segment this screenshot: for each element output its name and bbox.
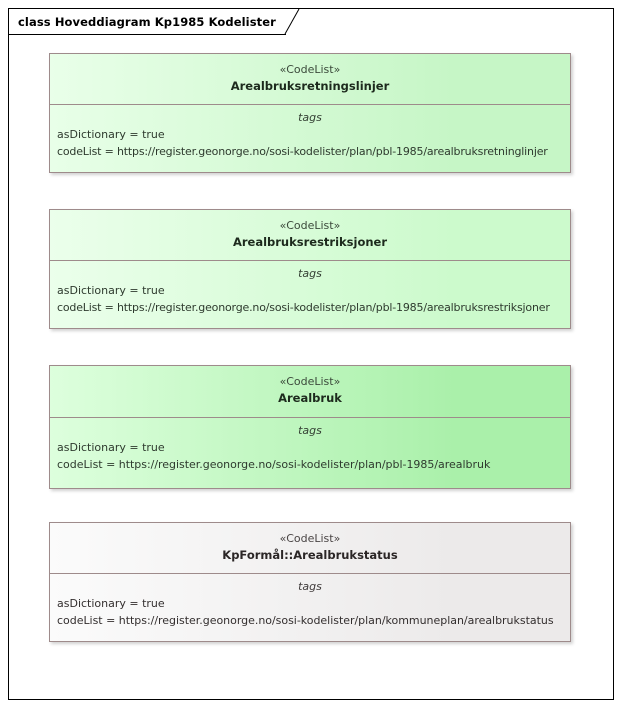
- compartment-title: tags: [298, 267, 322, 280]
- tag-row: codeList = https://register.geonorge.no/sosi-kodelister/plan/pbl-1985/arealbruk: [57, 458, 491, 471]
- class-header: [50, 523, 570, 574]
- diagram-tab-diagonal-edge: [284, 9, 300, 35]
- class-box-arealbruksretningslinjer[interactable]: [49, 53, 571, 173]
- compartment-title: tags: [298, 580, 322, 593]
- diagram-tab-underline: [9, 34, 286, 35]
- compartment-title: tags: [298, 424, 322, 437]
- tag-row: codeList = https://register.geonorge.no/sosi-kodelister/plan/pbl-1985/arealbruksretninglinjer: [57, 145, 548, 158]
- tag-row: asDictionary = true: [57, 128, 165, 141]
- class-name: Arealbruksrestriksjoner: [232, 235, 388, 249]
- class-tags-compartment: [50, 261, 570, 322]
- tag-row: codeList = https://register.geonorge.no/sosi-kodelister/plan/pbl-1985/arealbruksrestriksjoner: [57, 301, 550, 314]
- class-box-kpformal-arealbrukstatus[interactable]: [49, 522, 571, 642]
- diagram-title-tab: [9, 9, 284, 34]
- tag-row: asDictionary = true: [57, 441, 165, 454]
- class-header: [50, 210, 570, 261]
- class-name: Arealbruk: [278, 391, 342, 405]
- class-stereotype: «CodeList»: [279, 532, 341, 545]
- diagram-title-label: class Hoveddiagram Kp1985 Kodelister: [18, 14, 276, 29]
- tag-row: codeList = https://register.geonorge.no/sosi-kodelister/plan/kommuneplan/arealbrukstatus: [57, 614, 554, 627]
- class-name: KpFormål::Arealbrukstatus: [222, 548, 398, 562]
- diagram-frame: [8, 8, 614, 700]
- compartment-title: tags: [298, 111, 322, 124]
- class-box-arealbruk[interactable]: [49, 365, 571, 489]
- class-stereotype: «CodeList»: [279, 219, 341, 232]
- class-stereotype: «CodeList»: [279, 375, 341, 388]
- class-header: [50, 54, 570, 105]
- class-box-arealbruksrestriksjoner[interactable]: [49, 209, 571, 329]
- class-name: Arealbruksretningslinjer: [230, 79, 390, 93]
- tag-row: asDictionary = true: [57, 284, 165, 297]
- tag-row: asDictionary = true: [57, 597, 165, 610]
- class-tags-compartment: [50, 418, 570, 479]
- class-stereotype: «CodeList»: [279, 63, 341, 76]
- class-tags-compartment: [50, 105, 570, 166]
- class-tags-compartment: [50, 574, 570, 635]
- class-header: [50, 366, 570, 418]
